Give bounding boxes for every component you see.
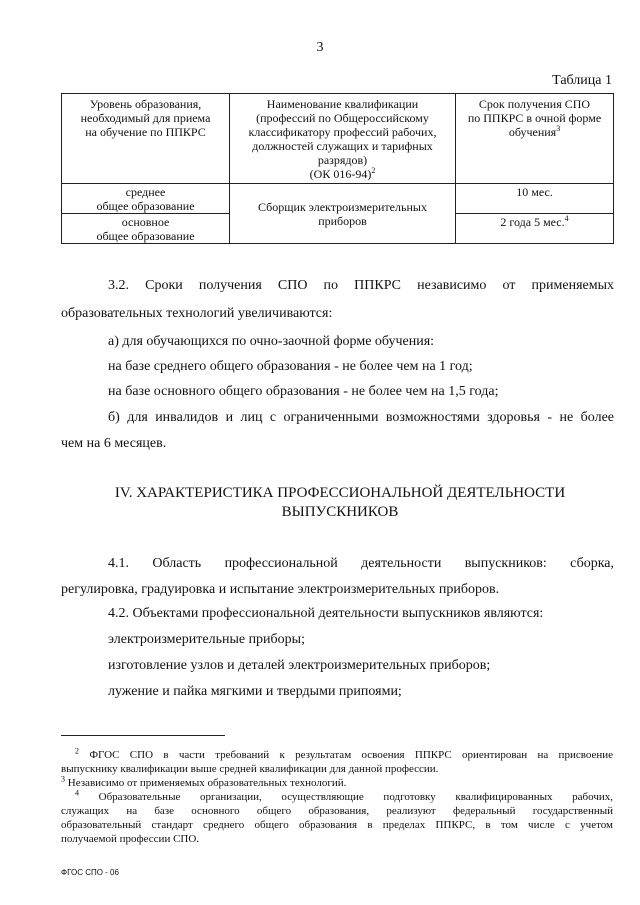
table-header-row bbox=[62, 94, 614, 184]
header-education-level: Уровень образования, необходимый для приема на обучение по ППКРС bbox=[62, 94, 230, 184]
footnote-ref-2: 2 bbox=[371, 166, 376, 175]
cell-qualification: Сборщик электроизмерительных приборов bbox=[230, 184, 456, 244]
paragraph-3-2-b-line2: чем на 6 месяцев. bbox=[61, 436, 167, 451]
footnote-3: $^3$ Независимо от применяемых образовательных технологий. bbox=[61, 774, 347, 789]
paragraph-3-2-a1: на базе среднего общего образования - не более чем на 1 год; bbox=[108, 359, 473, 374]
list-item: лужение и пайка мягкими и твердыми припоями; bbox=[108, 684, 402, 699]
cell-education-level: среднее общее образование bbox=[62, 184, 230, 214]
paragraph-3-2-line2: образовательных технологий увеличиваются: bbox=[61, 306, 333, 321]
section-heading-line2: ВЫПУСКНИКОВ bbox=[281, 504, 399, 520]
footnote-4: $^4$ Образовательные организации, осуществляющие подготовку квалифицированных рабочих, служащих на базе основного общего образования, реализуют федеральный государственный образовательный стандарт среднего общего образования в пределах ППКРС, в том числе с учетом получаемой профессии СПО. bbox=[61, 788, 613, 845]
header-duration: Срок получения СПО по ППКРС в очной форме обучения$^3$ bbox=[456, 94, 614, 184]
page-number: 3 bbox=[316, 40, 324, 55]
cell-duration: 2 года 5 мес.$^4$ bbox=[456, 214, 614, 244]
paragraph-3-2-a2: на базе основного общего образования - не более чем на 1,5 года; bbox=[108, 384, 499, 399]
header-qualification-name: Наименование квалификации (профессий по Общероссийскому классификатору профессий рабочих, должностей служащих и тарифных разрядов) (ОК 016-94)$^2$ bbox=[230, 94, 456, 184]
paragraph-3-2-a: а) для обучающихся по очно-заочной форме обучения: bbox=[108, 334, 435, 349]
list-item: электроизмерительные приборы; bbox=[108, 632, 305, 647]
footnote-ref-3: 3 bbox=[556, 124, 561, 133]
table-row bbox=[62, 184, 614, 214]
footer-label: ФГОС СПО - 06 bbox=[61, 868, 119, 877]
paragraph-4-2: 4.2. Объектами профессиональной деятельности выпускников являются: bbox=[108, 606, 544, 621]
paragraph-4-1-line2: регулировка, градуировка и испытание электроизмерительных приборов. bbox=[61, 582, 500, 597]
paragraph-3-2-b-line1: б) для инвалидов и лиц с ограниченными возможностями здоровья - не более bbox=[108, 410, 614, 425]
table-caption: Таблица 1 bbox=[552, 73, 612, 88]
list-item: изготовление узлов и деталей электроизмерительных приборов; bbox=[108, 658, 491, 673]
section-heading-line1: IV. ХАРАКТЕРИСТИКА ПРОФЕССИОНАЛЬНОЙ ДЕЯТЕЛЬНОСТИ bbox=[114, 485, 566, 501]
footnote-ref-4: 4 bbox=[564, 214, 569, 223]
paragraph-3-2-line1: 3.2. Сроки получения СПО по ППКРС независимо от применяемых bbox=[108, 278, 614, 293]
paragraph-4-1-line1: 4.1. Область профессиональной деятельности выпускников: сборка, bbox=[108, 556, 614, 571]
cell-education-level: основное общее образование bbox=[62, 214, 230, 244]
footnote-2: $^2$ ФГОС СПО в части требований к результатам освоения ППКРС ориентирован на присвоение выпускнику квалификации выше средней квалификации для данной профессии. bbox=[61, 746, 613, 775]
footnote-separator bbox=[61, 735, 225, 736]
qualification-table bbox=[61, 93, 614, 244]
cell-duration: 10 мес. bbox=[456, 184, 614, 214]
